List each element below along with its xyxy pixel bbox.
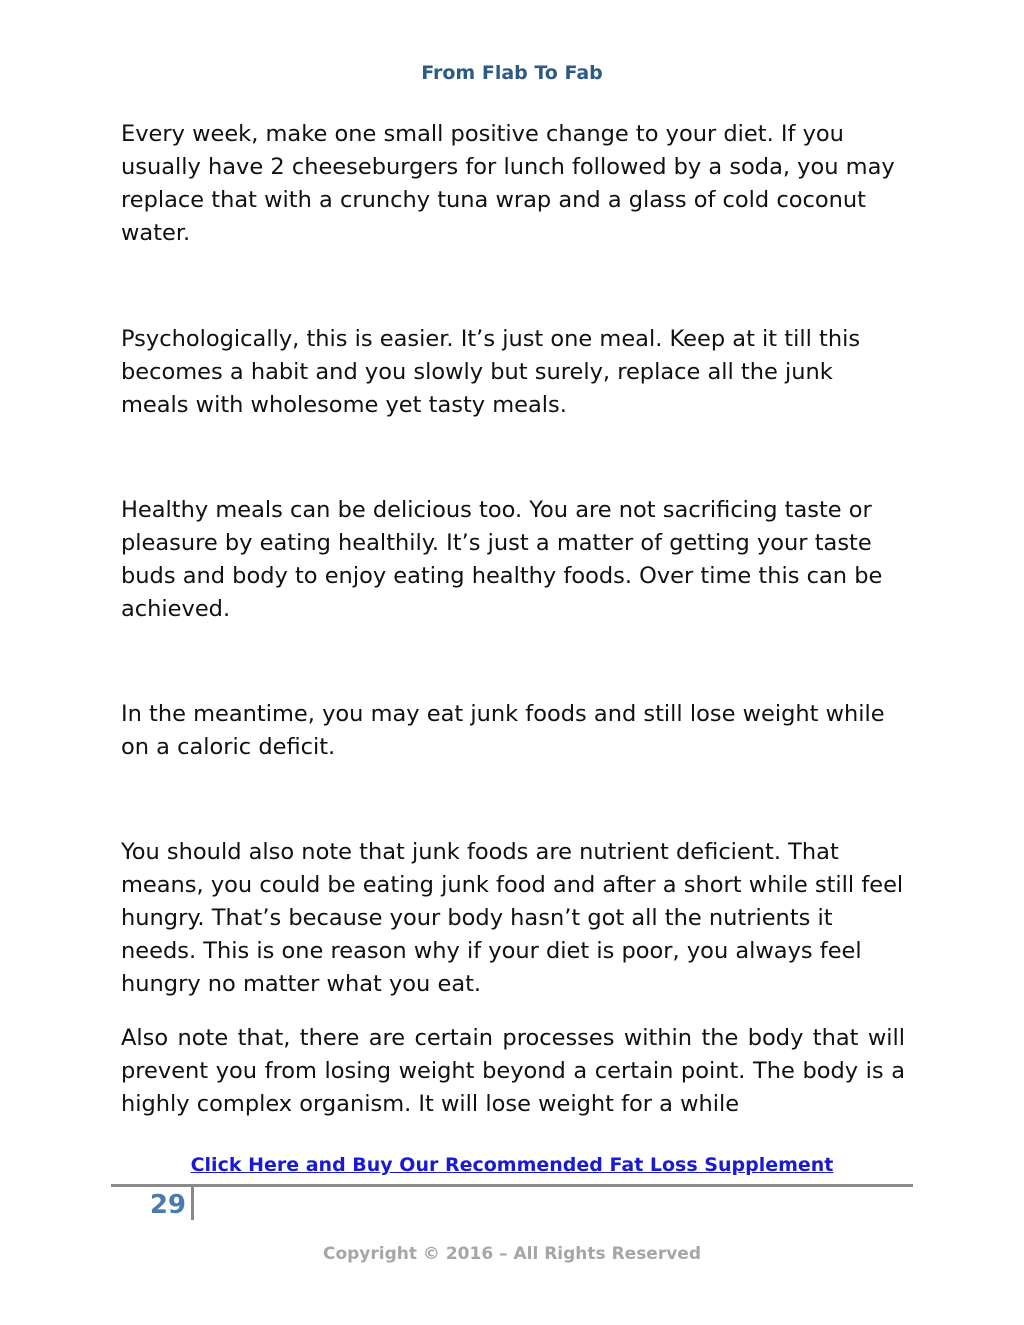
body-paragraph: Psychologically, this is easier. It’s just one meal. Keep at it till this becomes a habit and you slowly but surely, replace all the junk meals with wholesome yet tasty meals. (121, 326, 861, 418)
body-paragraph: Every week, make one small positive change to your diet. If you usually have 2 cheeseburgers for lunch followed by a soda, you may replace that with a crunchy tuna wrap and a glass of cold coconut water. (121, 121, 895, 246)
body-paragraph: In the meantime, you may eat junk foods and still lose weight while on a caloric deficit. (121, 701, 885, 760)
body-paragraph: Also note that, there are certain processes within the body that will prevent you from losing weight beyond a certain point. The body is a highly complex organism. It will lose weight for a while (121, 1025, 905, 1117)
document-header-title: From Flab To Fab (421, 62, 603, 84)
page-number: 29 (149, 1190, 186, 1220)
page-number-divider (191, 1187, 194, 1220)
supplement-link[interactable]: Click Here and Buy Our Recommended Fat Loss Supplement (190, 1154, 834, 1176)
footer-divider (111, 1184, 913, 1187)
body-paragraph: Healthy meals can be delicious too. You are not sacrificing taste or pleasure by eating healthily. It’s just a matter of getting your taste buds and body to enjoy eating healthy foods. Over time this can be achieved. (121, 497, 883, 622)
copyright-notice: Copyright © 2016 – All Rights Reserved (322, 1244, 702, 1264)
body-paragraph: You should also note that junk foods are nutrient deficient. That means, you could be eating junk food and after a short while still feel hungry. That’s because your body hasn’t got all the nutrients it needs. This is one reason why if your diet is poor, you always feel hungry no matter what you eat. (121, 839, 904, 997)
